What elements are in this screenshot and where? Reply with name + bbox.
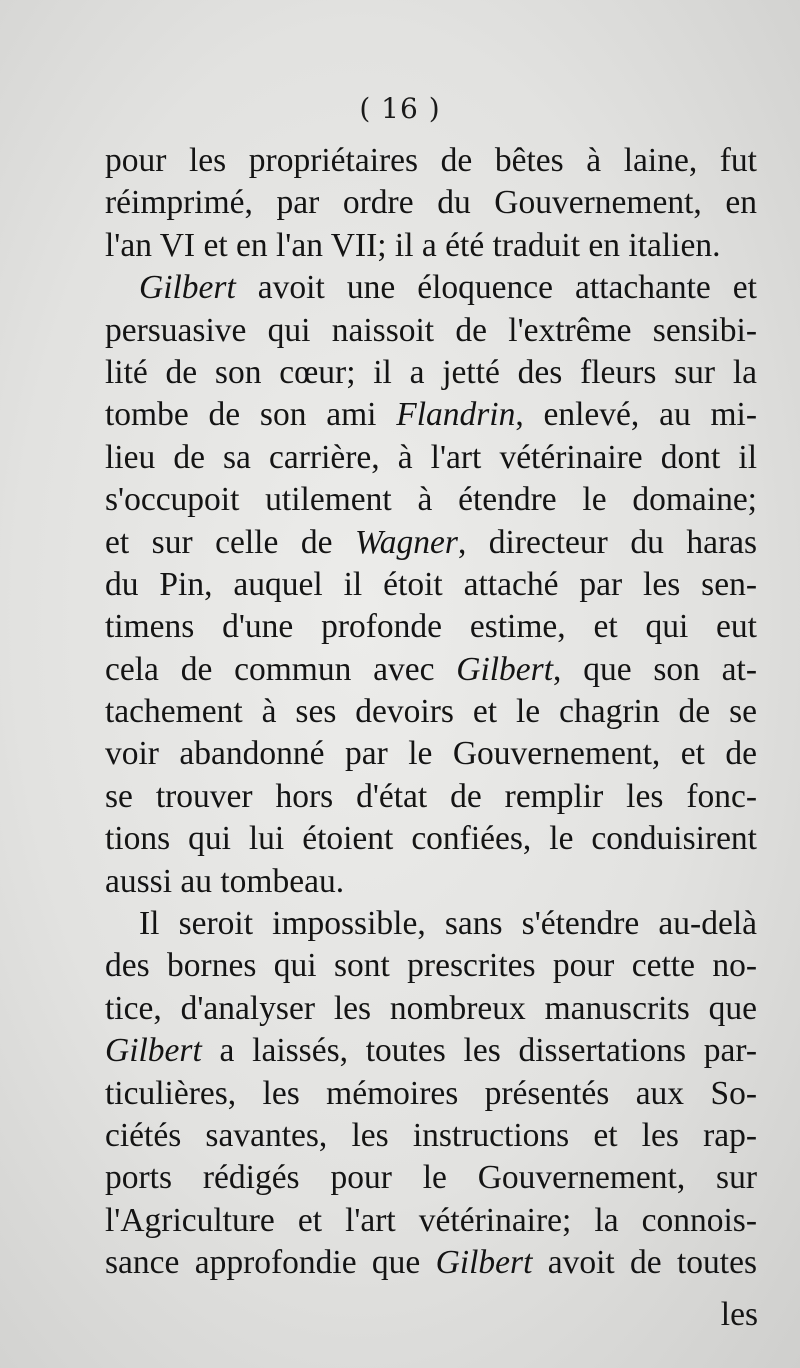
text-line: ports rédigés pour le Gouvernement, sur <box>105 1159 757 1197</box>
text-line: l'Agriculture et l'art vétérinaire; la connois- <box>105 1201 757 1239</box>
text-line: sance approfondie que Gilbert avoit de toutes <box>105 1244 757 1282</box>
text-line: cela de commun avec Gilbert, que son at- <box>105 650 757 688</box>
text-line: l'an VI et en l'an VII; il a été traduit en italien. <box>105 226 721 264</box>
text-line: Il seroit impossible, sans s'étendre au-delà <box>139 905 757 943</box>
text-line: et sur celle de Wagner, directeur du haras <box>105 523 757 561</box>
body-text <box>105 140 757 1285</box>
text-line: tions qui lui étoient confiées, le conduisirent <box>105 820 757 858</box>
text-line: ticulières, les mémoires présentés aux So- <box>105 1074 757 1112</box>
text-line: lieu de sa carrière, à l'art vétérinaire dont il <box>105 438 757 476</box>
page-number: ( 16 ) <box>359 92 441 125</box>
text-line: tachement à ses devoirs et le chagrin de se <box>105 693 757 731</box>
text-line: Gilbert avoit une éloquence attachante et <box>139 269 757 307</box>
text-line: s'occupoit utilement à étendre le domaine; <box>105 481 757 519</box>
text-line: persuasive qui naissoit de l'extrême sensibi- <box>105 311 757 349</box>
catchword: les <box>720 1296 758 1333</box>
text-line: pour les propriétaires de bêtes à laine, fut <box>105 142 757 179</box>
text-line: Gilbert a laissés, toutes les dissertations par- <box>105 1032 757 1070</box>
text-line: des bornes qui sont prescrites pour cette no- <box>105 947 757 985</box>
text-line: se trouver hors d'état de remplir les fonc- <box>105 777 757 815</box>
text-line: du Pin, auquel il étoit attaché par les sen- <box>105 565 757 603</box>
text-line: timens d'une profonde estime, et qui eut <box>105 608 757 646</box>
text-line: voir abandonné par le Gouvernement, et de <box>105 735 757 773</box>
text-line: réimprimé, par ordre du Gouvernement, en <box>105 184 757 222</box>
text-line: lité de son cœur; il a jetté des fleurs sur la <box>105 353 757 391</box>
text-line: ciétés savantes, les instructions et les rap- <box>105 1116 757 1154</box>
text-line: aussi au tombeau. <box>105 862 345 900</box>
text-line: tice, d'analyser les nombreux manuscrits que <box>105 989 757 1027</box>
text-line: tombe de son ami Flandrin, enlevé, au mi- <box>105 396 757 434</box>
